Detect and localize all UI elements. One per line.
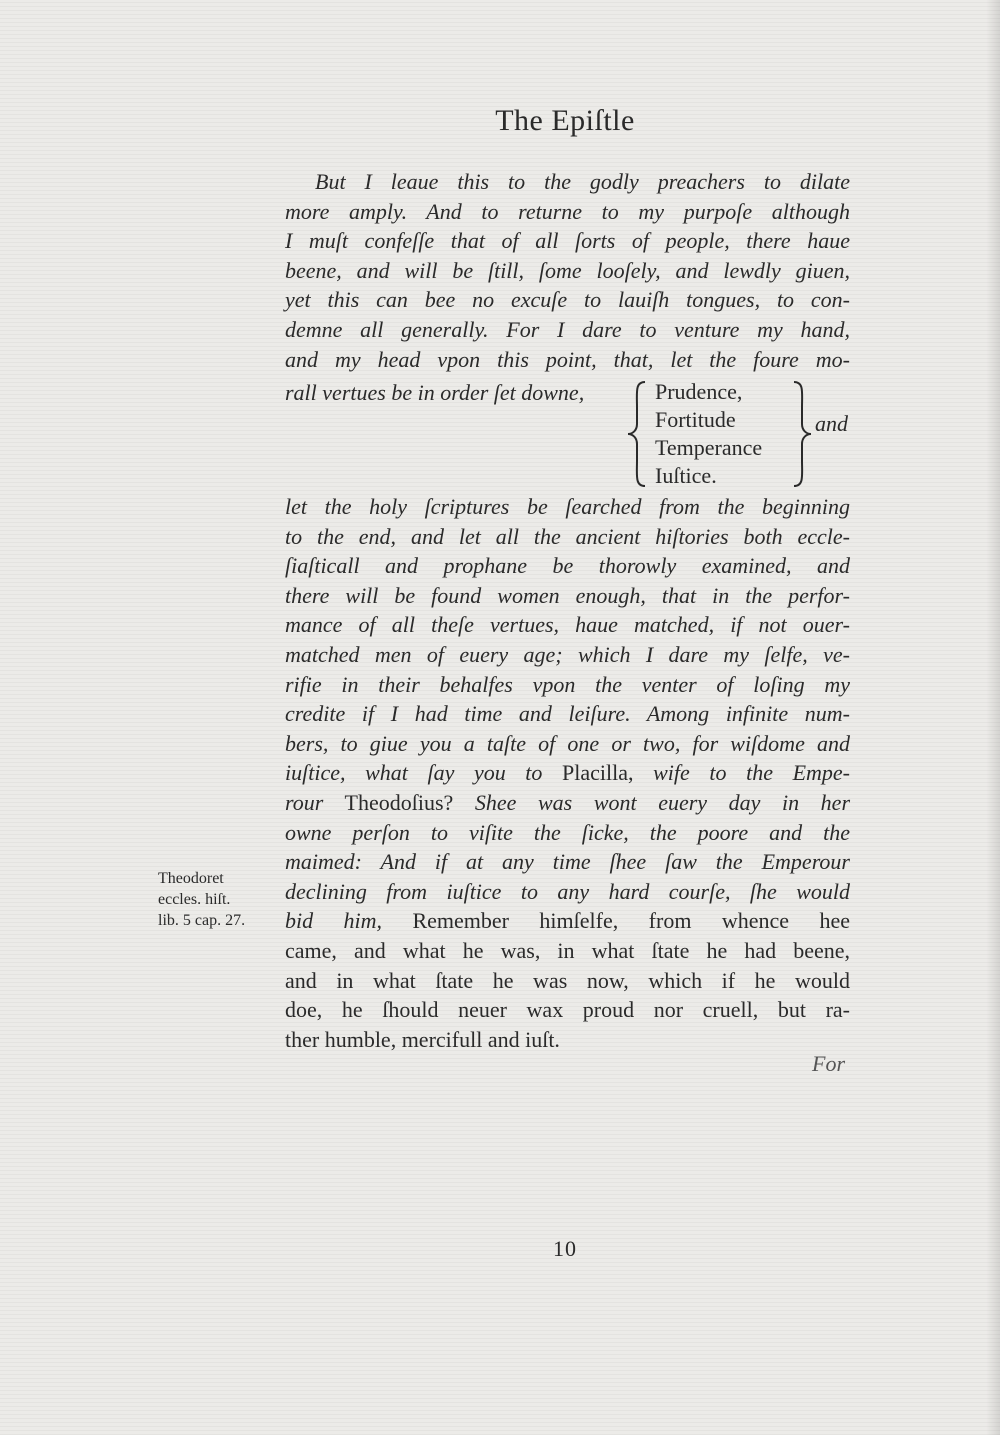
- proper-name: Theodoſius?: [344, 789, 454, 815]
- text-line: and in what ſtate he was now, which if he would: [285, 967, 850, 993]
- text-line: let the holy ſcriptures be ſearched from the beginning: [285, 494, 850, 519]
- text-line: maimed: And if at any time ſhee ſaw the Emperour: [285, 849, 850, 875]
- proper-name: Placilla,: [562, 760, 634, 786]
- text-line: bers, to giue you a taſte of one or two, for wiſdome and: [285, 730, 850, 756]
- page-edge-shadow: [986, 0, 1000, 1435]
- text-line: declining from iuſtice to any hard courſe, ſhe would: [285, 878, 850, 904]
- text-line: there will be found women enough, that in the perfor-: [285, 582, 850, 608]
- catchword: For: [812, 1051, 845, 1076]
- text-line: credite if I had time and leiſure. Among infinite num-: [285, 701, 850, 727]
- text-line: to the end, and let all the ancient hiſtories both eccle-: [285, 523, 850, 549]
- text-line: ſiaſticall and prophane be thorowly examined, and: [285, 553, 850, 579]
- margin-note: [158, 868, 270, 931]
- virtue-item: Temperance: [655, 435, 763, 460]
- text-span: bid him,: [285, 908, 383, 934]
- text-line: rall vertues be in order ſet downe,: [285, 380, 585, 405]
- brace-suffix: and: [815, 411, 848, 436]
- margin-note-line: eccles. hiſt.: [158, 891, 231, 908]
- margin-note-line: Theodoret: [158, 870, 224, 887]
- text-line: and my head vpon this point, that, let the foure mo-: [285, 346, 850, 372]
- text-line: [285, 906, 850, 936]
- paragraph-main: [285, 492, 850, 1054]
- left-brace-icon: [625, 378, 649, 490]
- running-head: The Epiſtle: [495, 104, 635, 137]
- text-line: beene, and will be ſtill, ſome looſely, and lewdly giuen,: [285, 257, 850, 283]
- text-line: ther humble, mercifull and iuſt.: [285, 1026, 560, 1052]
- text-span: iuſtice, what ſay you to: [285, 760, 543, 786]
- text-line: yet this can bee no excuſe to lauiſh tongues, to con-: [285, 287, 850, 313]
- right-brace-icon: [790, 378, 814, 490]
- text-line: But I leaue this to the godly preachers to dilate: [315, 169, 850, 194]
- virtue-item: Iuſtice.: [655, 463, 717, 488]
- text-line: [285, 758, 850, 788]
- text-line: I muſt confeſſe that of all ſorts of people, there haue: [285, 228, 850, 254]
- text-line: [285, 788, 850, 818]
- virtues-brace-block: [285, 378, 860, 490]
- virtue-item: Prudence,: [655, 379, 743, 404]
- text-line: demne all generally. For I dare to venture my hand,: [285, 316, 850, 342]
- page-number: 10: [553, 1236, 577, 1261]
- text-line: owne perſon to viſite the ſicke, the poore and the: [285, 819, 850, 845]
- virtues-list: [655, 378, 762, 490]
- text-line: matched men of euery age; which I dare my ſelfe, ve-: [285, 641, 850, 667]
- margin-note-line: lib. 5 cap. 27.: [158, 912, 246, 929]
- text-span: wife to the Empe-: [653, 760, 850, 786]
- text-span: Shee was wont euery day in her: [474, 789, 851, 815]
- text-line: doe, he ſhould neuer wax proud nor cruell, but ra-: [285, 997, 850, 1023]
- paragraph-top: [285, 167, 850, 374]
- text-span: rour: [285, 789, 324, 815]
- text-line: came, and what he was, in what ſtate he had beene,: [285, 937, 850, 963]
- text-line: more amply. And to returne to my purpoſe although: [285, 198, 850, 224]
- text-line: mance of all theſe vertues, haue matched, if not ouer-: [285, 612, 850, 638]
- text-span: Remember himſelfe, from whence hee: [412, 908, 850, 934]
- text-line: rifie in their behalfes vpon the venter of loſing my: [285, 671, 850, 697]
- virtue-item: Fortitude: [655, 407, 736, 432]
